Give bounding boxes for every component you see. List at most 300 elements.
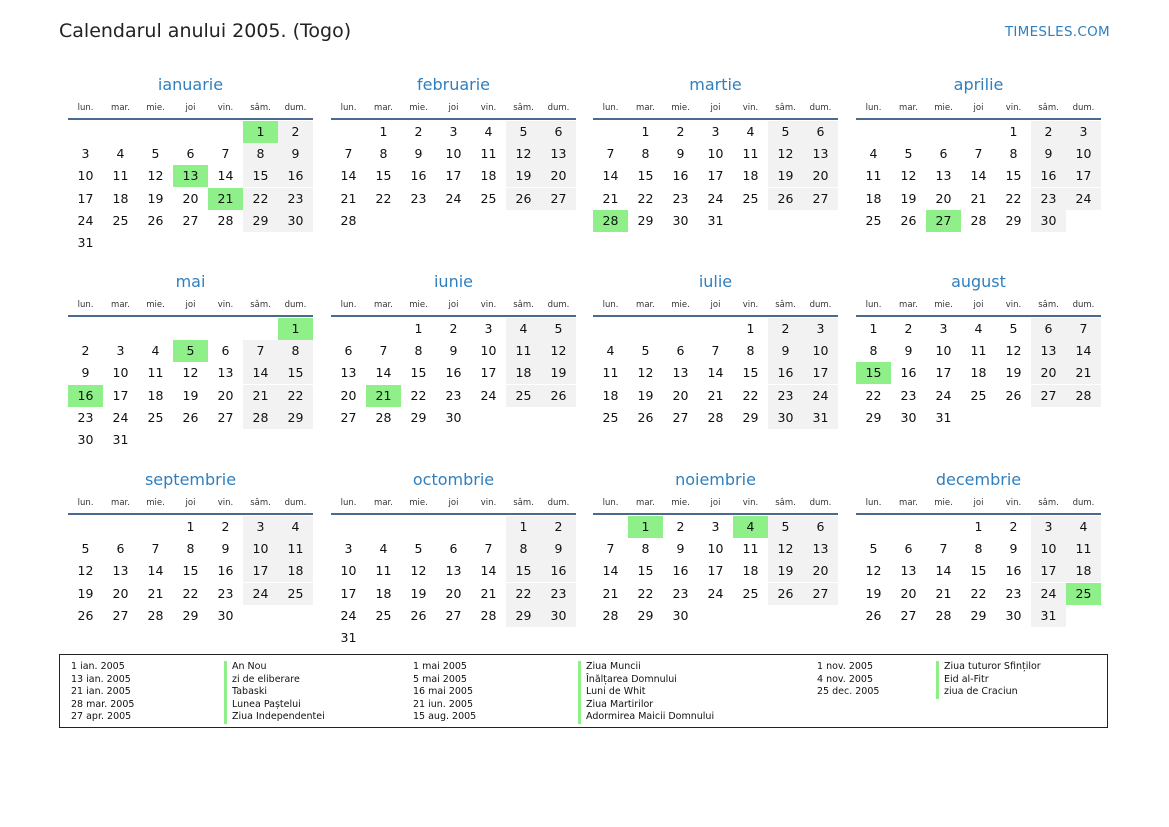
day-cell: 24	[803, 385, 838, 407]
legend-holiday-name: Adormirea Maicii Domnului	[586, 711, 715, 722]
holiday-day-cell: 15	[856, 362, 891, 384]
day-cell: 23	[278, 188, 313, 210]
day-cell: 20	[803, 165, 838, 187]
day-cell: 17	[480, 365, 497, 381]
day-cell: 27	[900, 607, 917, 623]
day-cell: 12	[768, 538, 803, 560]
day-cell: 12	[1005, 343, 1022, 359]
day-cell: 18	[1066, 560, 1101, 582]
day-cell: 20	[672, 387, 689, 403]
day-cell: 25	[506, 385, 541, 407]
day-cell: 14	[970, 168, 987, 184]
weekday-label: mar.	[899, 300, 918, 310]
day-cell: 5	[81, 541, 90, 557]
day-cell: 5	[904, 146, 913, 162]
day-cell: 13	[445, 563, 462, 579]
day-cell: 28	[480, 607, 497, 623]
day-cell: 3	[803, 318, 838, 340]
legend-date: 5 mai 2005	[413, 673, 467, 685]
weekday-label: sâm.	[1038, 300, 1059, 310]
weekday-label: dum.	[547, 498, 570, 508]
day-cell: 15	[375, 168, 392, 184]
day-cell: 25	[865, 212, 882, 228]
day-cell: 9	[676, 146, 685, 162]
weekday-label: joi	[710, 103, 721, 113]
day-cell: 27	[541, 188, 576, 210]
weekday-label: lun.	[77, 103, 94, 113]
day-cell: 5	[541, 318, 576, 340]
weekday-label: mie.	[409, 103, 428, 113]
weekday-label: lun.	[602, 103, 619, 113]
day-cell: 21	[602, 190, 619, 206]
day-cell: 24	[707, 585, 724, 601]
legend-date: 15 aug. 2005	[413, 711, 477, 722]
weekday-label: vin.	[742, 498, 759, 508]
weekday-label: sâm.	[775, 300, 796, 310]
weekday-label: mie.	[934, 498, 953, 508]
month-header-rule	[68, 118, 313, 120]
day-cell: 6	[344, 343, 353, 359]
legend-date: 16 mai 2005	[413, 686, 474, 697]
day-cell: 7	[939, 541, 948, 557]
day-cell: 13	[1031, 340, 1066, 362]
month-header-rule	[856, 118, 1101, 120]
day-cell: 9	[221, 541, 230, 557]
day-cell: 23	[77, 409, 94, 425]
day-cell: 14	[147, 563, 164, 579]
day-cell: 20	[803, 560, 838, 582]
day-cell: 6	[904, 541, 913, 557]
day-cell: 3	[711, 124, 720, 139]
weekday-label: vin.	[742, 103, 759, 113]
day-cell: 4	[506, 318, 541, 340]
day-cell: 10	[1031, 538, 1066, 560]
day-cell: 27	[340, 409, 357, 425]
month-header-rule	[68, 513, 313, 515]
weekday-label: joi	[710, 498, 721, 508]
day-cell: 10	[340, 563, 357, 579]
day-cell: 15	[970, 563, 987, 579]
weekday-label: mar.	[899, 498, 918, 508]
day-cell: 4	[869, 146, 878, 162]
day-cell: 19	[506, 165, 541, 187]
legend-names-column	[578, 661, 714, 724]
day-cell: 7	[606, 146, 615, 162]
day-cell: 18	[480, 168, 497, 184]
holiday-day-cell: 13	[173, 165, 208, 187]
day-cell: 21	[707, 387, 724, 403]
day-cell: 8	[974, 541, 983, 557]
day-cell: 2	[221, 519, 230, 534]
day-cell: 10	[77, 168, 94, 184]
day-cell: 16	[1005, 563, 1022, 579]
weekday-label: sâm.	[513, 300, 534, 310]
day-cell: 18	[147, 387, 164, 403]
day-cell: 17	[1066, 165, 1101, 187]
day-cell: 26	[865, 607, 882, 623]
day-cell: 31	[935, 409, 952, 425]
day-cell: 16	[1031, 165, 1066, 187]
day-cell: 7	[606, 541, 615, 557]
day-cell: 31	[340, 630, 357, 645]
day-cell: 17	[340, 585, 357, 601]
day-cell: 8	[641, 146, 650, 162]
day-cell: 28	[217, 212, 234, 228]
day-cell: 6	[116, 541, 125, 557]
day-cell: 21	[602, 585, 619, 601]
day-cell: 17	[803, 362, 838, 384]
legend-names-column	[224, 661, 325, 724]
day-cell: 10	[480, 343, 497, 359]
day-cell: 4	[1066, 516, 1101, 538]
day-cell: 16	[445, 365, 462, 381]
weekday-label: mie.	[146, 300, 165, 310]
weekday-label: mar.	[374, 498, 393, 508]
weekday-label: joi	[448, 300, 459, 310]
day-cell: 19	[900, 190, 917, 206]
legend-holiday-name: Ziua Martirilor	[586, 698, 654, 710]
day-cell: 23	[1005, 585, 1022, 601]
weekday-label: mie.	[146, 498, 165, 508]
day-cell: 15	[182, 563, 199, 579]
day-cell: 9	[449, 343, 458, 359]
weekday-label: dum.	[547, 103, 570, 113]
day-cell: 6	[221, 343, 230, 359]
day-cell: 18	[742, 168, 759, 184]
weekday-label: mar.	[111, 103, 130, 113]
day-cell: 30	[445, 409, 462, 425]
day-cell: 15	[278, 362, 313, 384]
month-name: februarie	[416, 75, 491, 94]
month-name: aprilie	[953, 75, 1004, 94]
month-name: noiembrie	[675, 470, 756, 489]
day-cell: 30	[1031, 210, 1066, 232]
weekday-label: sâm.	[513, 103, 534, 113]
day-cell: 14	[1066, 340, 1101, 362]
day-cell: 16	[410, 168, 427, 184]
day-cell: 11	[742, 541, 759, 557]
legend-holiday-name: An Nou	[232, 661, 267, 672]
weekday-label: sâm.	[513, 498, 534, 508]
day-cell: 17	[707, 168, 724, 184]
day-cell: 6	[186, 146, 195, 162]
day-cell: 3	[939, 321, 948, 336]
day-cell: 14	[243, 362, 278, 384]
legend-date: 21 iun. 2005	[413, 698, 474, 710]
day-cell: 15	[506, 560, 541, 582]
day-cell: 23	[672, 190, 689, 206]
day-cell: 16	[541, 560, 576, 582]
day-cell: 23	[900, 387, 917, 403]
page-title: Calendarul anului 2005. (Togo)	[59, 20, 352, 42]
day-cell: 22	[410, 387, 427, 403]
day-cell: 7	[379, 343, 388, 359]
day-cell: 13	[672, 365, 689, 381]
weekday-label: lun.	[77, 498, 94, 508]
day-cell: 30	[900, 409, 917, 425]
legend-date: 28 mar. 2005	[71, 698, 135, 710]
weekday-label: sâm.	[250, 300, 271, 310]
day-cell: 1	[414, 321, 423, 336]
day-cell: 20	[217, 387, 234, 403]
weekday-label: lun.	[865, 103, 882, 113]
day-cell: 16	[278, 165, 313, 187]
day-cell: 2	[278, 121, 313, 143]
day-cell: 30	[541, 605, 576, 627]
day-cell: 26	[541, 385, 576, 407]
day-cell: 16	[672, 563, 689, 579]
day-cell: 11	[602, 365, 619, 381]
weekday-label: dum.	[1072, 103, 1095, 113]
weekday-label: lun.	[340, 300, 357, 310]
weekday-label: vin.	[217, 300, 234, 310]
legend-holiday-name: ziua de Craciun	[944, 686, 1018, 697]
weekday-label: joi	[973, 498, 984, 508]
day-cell: 20	[445, 585, 462, 601]
day-cell: 12	[147, 168, 164, 184]
day-cell: 22	[865, 387, 882, 403]
day-cell: 24	[445, 190, 462, 206]
month-header-rule	[331, 315, 576, 317]
day-cell: 11	[375, 563, 392, 579]
day-cell: 6	[939, 146, 948, 162]
day-cell: 20	[112, 585, 129, 601]
day-cell: 30	[217, 607, 234, 623]
day-cell: 8	[641, 541, 650, 557]
day-cell: 10	[243, 538, 278, 560]
day-cell: 23	[1031, 188, 1066, 210]
day-cell: 3	[81, 146, 90, 162]
day-cell: 16	[900, 365, 917, 381]
day-cell: 19	[637, 387, 654, 403]
holiday-day-cell: 27	[926, 210, 961, 232]
day-cell: 3	[1031, 516, 1066, 538]
weekday-label: mie.	[409, 498, 428, 508]
legend-holiday-name: Eid al-Fitr	[944, 673, 989, 685]
day-cell: 7	[151, 541, 160, 557]
day-cell: 10	[1066, 143, 1101, 165]
day-cell: 15	[637, 168, 654, 184]
legend-names-column	[936, 661, 1041, 699]
day-cell: 7	[974, 146, 983, 162]
day-cell: 3	[484, 321, 493, 336]
weekday-label: vin.	[1005, 103, 1022, 113]
legend-date: 1 ian. 2005	[71, 661, 125, 672]
weekday-label: mie.	[409, 300, 428, 310]
month-name: martie	[689, 75, 742, 94]
day-cell: 9	[768, 340, 803, 362]
day-cell: 7	[711, 343, 720, 359]
day-cell: 23	[672, 585, 689, 601]
month-header-rule	[593, 315, 838, 317]
day-cell: 29	[970, 607, 987, 623]
legend-holiday-name: Ziua Independentei	[232, 711, 325, 722]
month-header-rule	[593, 118, 838, 120]
day-cell: 6	[803, 121, 838, 143]
day-cell: 8	[278, 340, 313, 362]
day-cell: 14	[602, 168, 619, 184]
weekday-label: dum.	[547, 300, 570, 310]
day-cell: 9	[541, 538, 576, 560]
month-header-rule	[331, 118, 576, 120]
day-cell: 9	[81, 365, 90, 381]
day-cell: 26	[1005, 387, 1022, 403]
day-cell: 10	[445, 146, 462, 162]
day-cell: 3	[344, 541, 353, 557]
day-cell: 10	[707, 541, 724, 557]
day-cell: 8	[243, 143, 278, 165]
day-cell: 23	[445, 387, 462, 403]
day-cell: 9	[676, 541, 685, 557]
day-cell: 22	[278, 385, 313, 407]
day-cell: 26	[768, 583, 803, 605]
day-cell: 30	[768, 407, 803, 429]
day-cell: 25	[112, 212, 129, 228]
day-cell: 25	[970, 387, 987, 403]
day-cell: 11	[742, 146, 759, 162]
weekday-label: lun.	[865, 498, 882, 508]
day-cell: 9	[904, 343, 913, 359]
holiday-day-cell: 1	[243, 121, 278, 143]
day-cell: 19	[768, 165, 803, 187]
day-cell: 5	[506, 121, 541, 143]
weekday-label: mie.	[671, 300, 690, 310]
day-cell: 1	[974, 519, 983, 534]
day-cell: 2	[904, 321, 913, 336]
day-cell: 14	[375, 365, 392, 381]
day-cell: 17	[1031, 560, 1066, 582]
day-cell: 28	[147, 607, 164, 623]
weekday-label: mie.	[934, 300, 953, 310]
day-cell: 10	[935, 343, 952, 359]
day-cell: 30	[672, 607, 689, 623]
day-cell: 25	[742, 585, 759, 601]
weekday-label: dum.	[1072, 498, 1095, 508]
weekday-label: mie.	[671, 103, 690, 113]
day-cell: 3	[116, 343, 125, 359]
weekday-label: mie.	[934, 103, 953, 113]
weekday-label: joi	[185, 103, 196, 113]
day-cell: 29	[742, 409, 759, 425]
day-cell: 17	[935, 365, 952, 381]
day-cell: 3	[449, 124, 458, 139]
day-cell: 26	[506, 188, 541, 210]
legend-holiday-name: Ziua Muncii	[586, 661, 641, 672]
day-cell: 5	[869, 541, 878, 557]
weekday-label: dum.	[809, 498, 832, 508]
day-cell: 14	[602, 563, 619, 579]
day-cell: 18	[278, 560, 313, 582]
holiday-day-cell: 21	[366, 385, 401, 407]
day-cell: 11	[506, 340, 541, 362]
day-cell: 24	[480, 387, 497, 403]
day-cell: 6	[449, 541, 458, 557]
day-cell: 1	[1009, 124, 1018, 139]
day-cell: 30	[672, 212, 689, 228]
month-name: august	[951, 272, 1006, 291]
legend-holiday-name: Luni de Whit	[586, 686, 646, 697]
legend-dates-column	[817, 661, 879, 699]
day-cell: 20	[541, 165, 576, 187]
weekday-label: joi	[973, 300, 984, 310]
day-cell: 1	[746, 321, 755, 336]
weekday-label: lun.	[602, 300, 619, 310]
day-cell: 2	[676, 124, 685, 139]
weekday-label: mar.	[899, 103, 918, 113]
day-cell: 20	[935, 190, 952, 206]
day-cell: 8	[506, 538, 541, 560]
month-header-rule	[593, 513, 838, 515]
holiday-day-cell: 4	[733, 516, 768, 538]
day-cell: 6	[676, 343, 685, 359]
day-cell: 2	[81, 343, 90, 359]
day-cell: 18	[865, 190, 882, 206]
day-cell: 21	[340, 190, 357, 206]
weekday-label: lun.	[340, 103, 357, 113]
day-cell: 29	[278, 407, 313, 429]
day-cell: 20	[1031, 362, 1066, 384]
day-cell: 27	[445, 607, 462, 623]
day-cell: 7	[484, 541, 493, 557]
day-cell: 19	[1005, 365, 1022, 381]
site-link[interactable]: TIMESLES.COM	[1004, 24, 1110, 40]
month-header-rule	[68, 315, 313, 317]
day-cell: 18	[375, 585, 392, 601]
weekday-label: sâm.	[1038, 498, 1059, 508]
holiday-day-cell: 16	[68, 385, 103, 407]
day-cell: 31	[707, 212, 724, 228]
day-cell: 1	[186, 519, 195, 534]
day-cell: 20	[340, 387, 357, 403]
day-cell: 29	[637, 607, 654, 623]
day-cell: 8	[1009, 146, 1018, 162]
day-cell: 22	[182, 585, 199, 601]
day-cell: 18	[112, 190, 129, 206]
month-name: iulie	[698, 272, 733, 291]
day-cell: 2	[449, 321, 458, 336]
weekday-label: mar.	[374, 103, 393, 113]
day-cell: 24	[340, 607, 357, 623]
day-cell: 15	[243, 165, 278, 187]
day-cell: 17	[77, 190, 94, 206]
day-cell: 18	[506, 362, 541, 384]
day-cell: 25	[375, 607, 392, 623]
day-cell: 25	[147, 409, 164, 425]
day-cell: 17	[707, 563, 724, 579]
day-cell: 29	[243, 210, 278, 232]
day-cell: 6	[803, 516, 838, 538]
weekday-label: sâm.	[250, 103, 271, 113]
legend-holiday-name: Lunea Paștelui	[232, 698, 301, 710]
day-cell: 5	[768, 121, 803, 143]
day-cell: 30	[77, 432, 94, 447]
day-cell: 2	[768, 318, 803, 340]
legend-date: 1 mai 2005	[413, 661, 467, 672]
legend-date: 21 ian. 2005	[71, 686, 131, 697]
day-cell: 12	[410, 563, 427, 579]
day-cell: 21	[243, 385, 278, 407]
legend-date: 27 apr. 2005	[71, 711, 132, 722]
day-cell: 13	[935, 168, 952, 184]
day-cell: 12	[77, 563, 94, 579]
day-cell: 11	[480, 146, 497, 162]
day-cell: 24	[935, 387, 952, 403]
weekday-label: dum.	[809, 300, 832, 310]
day-cell: 31	[77, 235, 94, 250]
day-cell: 5	[151, 146, 160, 162]
day-cell: 11	[278, 538, 313, 560]
day-cell: 24	[707, 190, 724, 206]
